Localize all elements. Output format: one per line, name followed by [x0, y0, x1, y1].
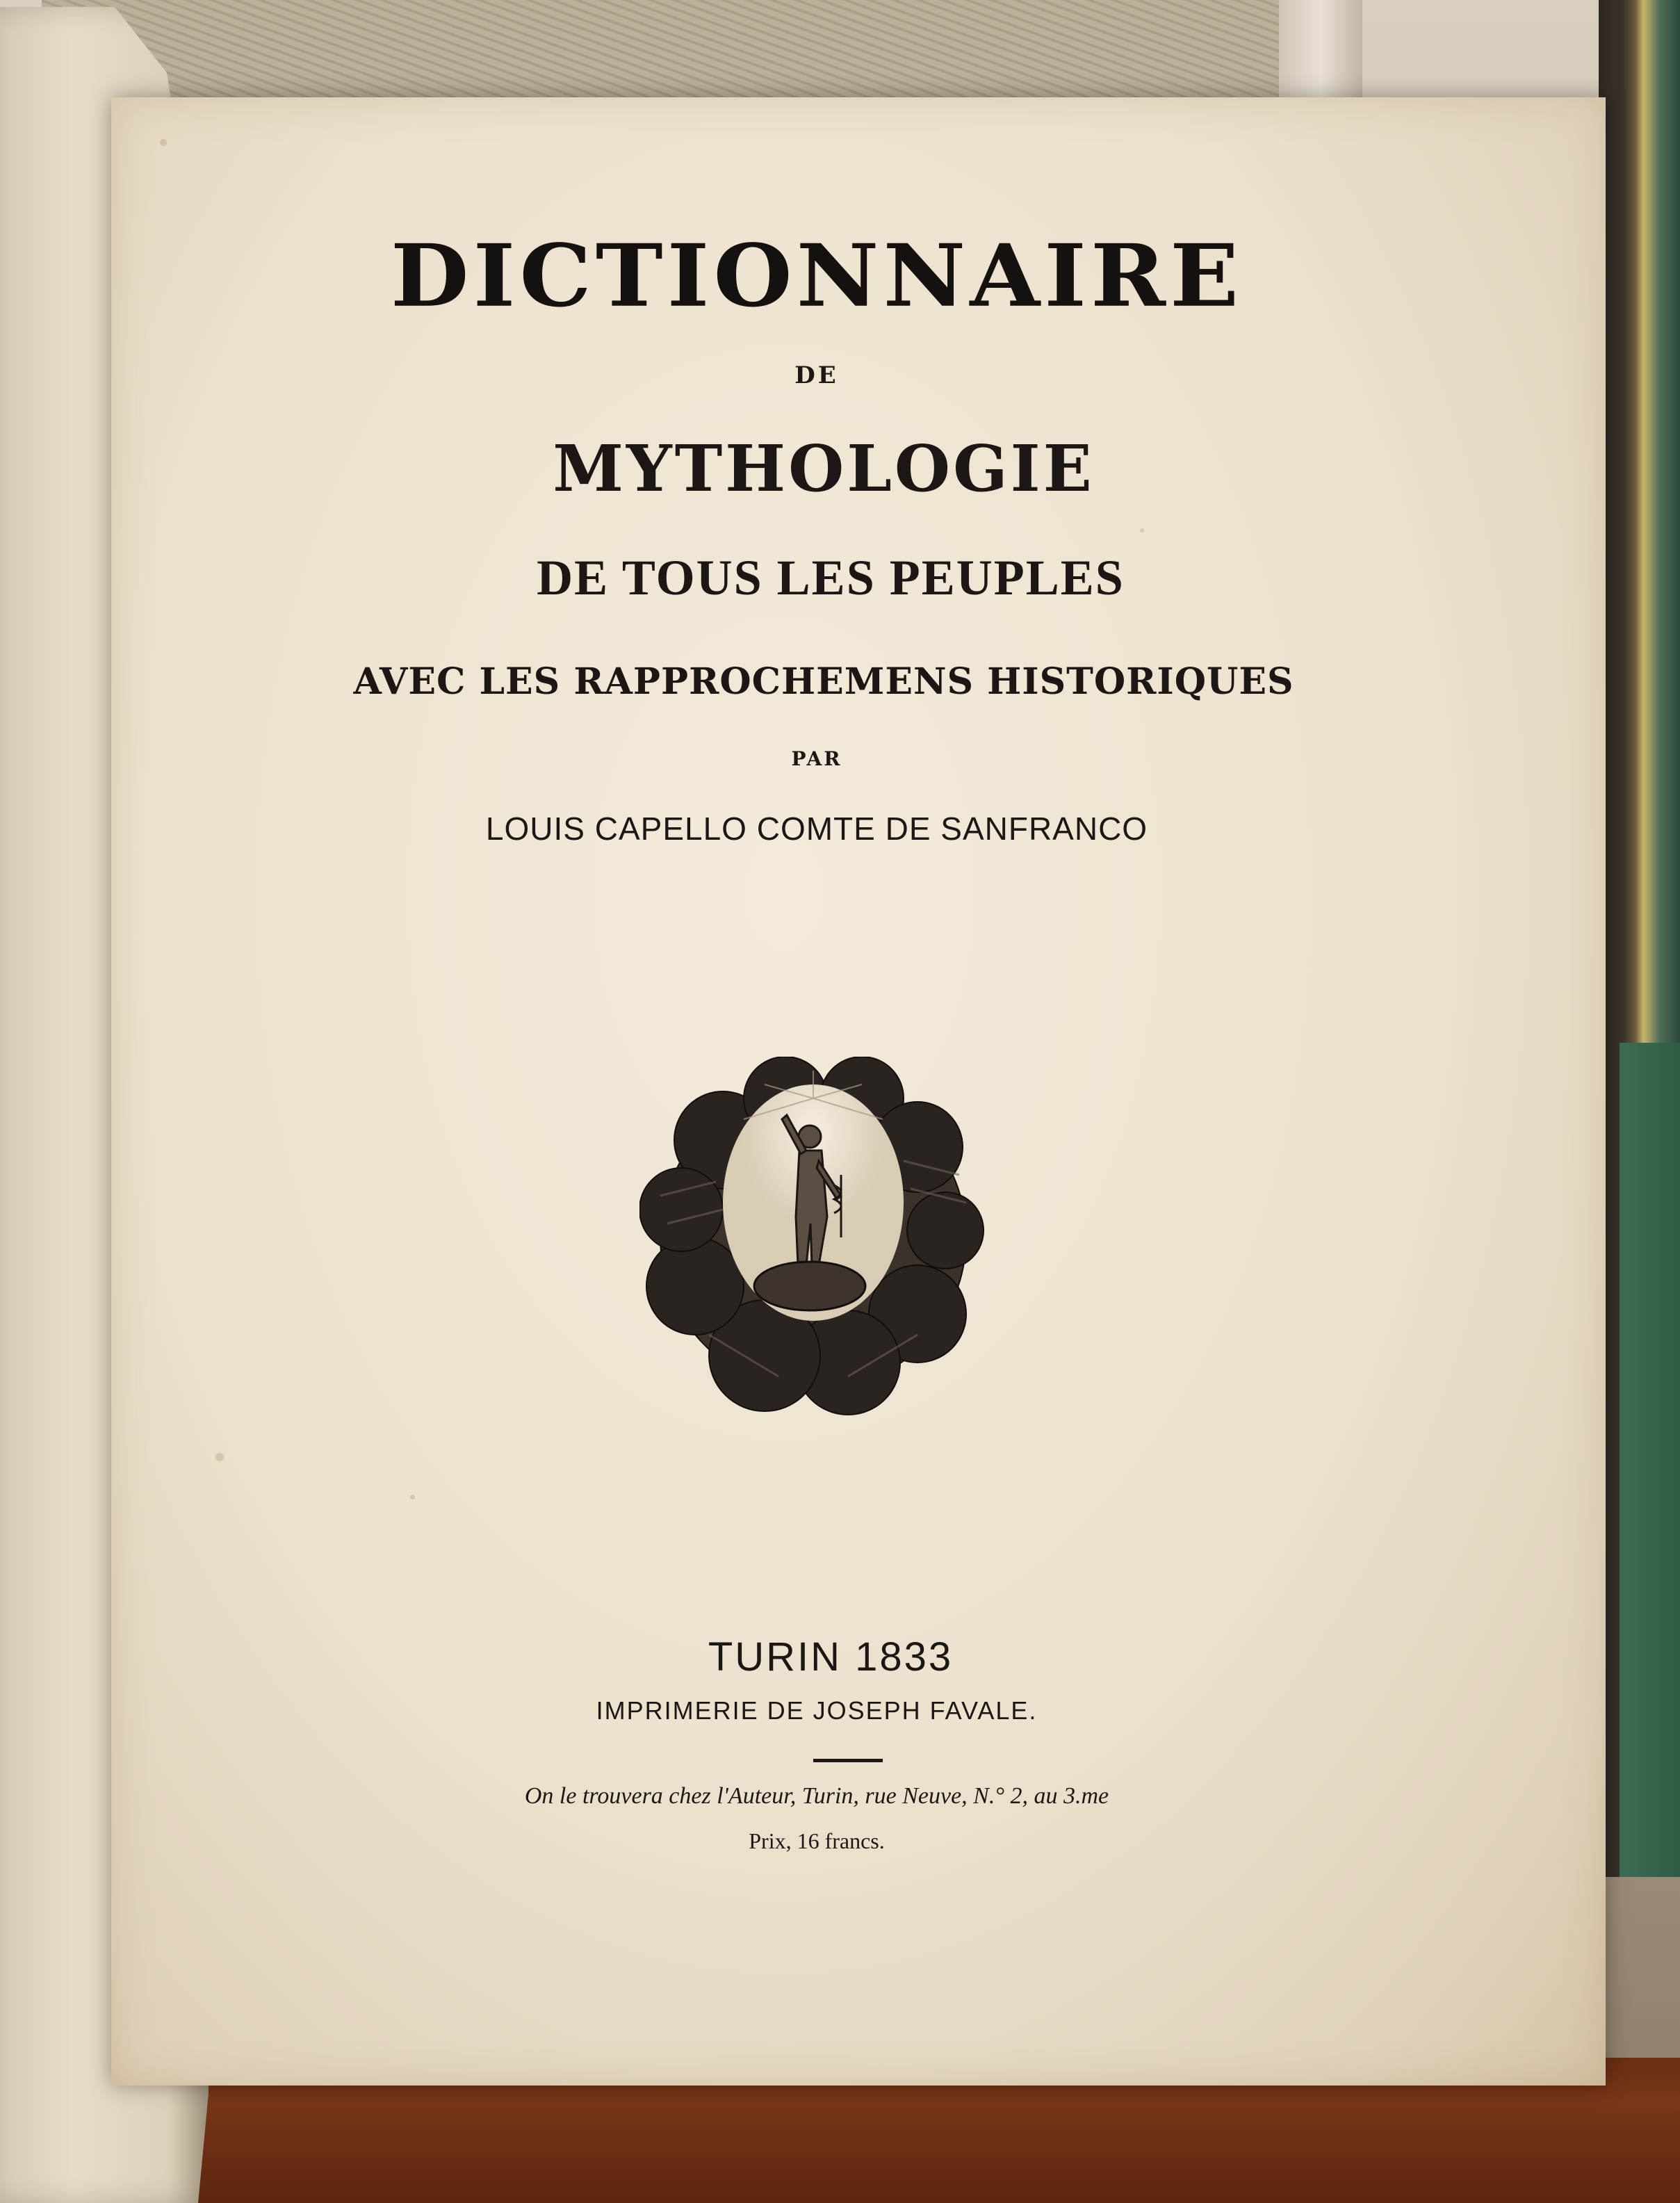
- foxing-spot: [1140, 528, 1144, 533]
- price-note: Prix, 16 francs.: [749, 1828, 885, 1853]
- book-subtitle-secondary: AVEC LES RAPPROCHEMENS HISTORIQUES: [353, 660, 1294, 703]
- book-subtitle: DE TOUS LES PEUPLES: [537, 550, 1125, 605]
- availability-note: On le trouvera chez l'Auteur, Turin, rue Neuve, N.° 2, au 3.me: [524, 1783, 1109, 1809]
- foxing-spot: [215, 1453, 224, 1461]
- author-name: LOUIS CAPELLO COMTE DE SANFRANCO: [485, 811, 1148, 847]
- background-green-panel: [1620, 1043, 1680, 1877]
- publication-place-year: TURIN 1833: [708, 1634, 954, 1680]
- byline-par: PAR: [791, 747, 842, 770]
- divider-rule: [813, 1759, 883, 1762]
- foxing-spot: [410, 1495, 415, 1499]
- title-connector: DE: [794, 361, 839, 389]
- mercury-woodcut-vignette: [639, 1057, 987, 1418]
- book-subject: MYTHOLOGIE: [553, 431, 1095, 506]
- printer-imprint: IMPRIMERIE DE JOSEPH FAVALE.: [596, 1696, 1038, 1725]
- foxing-spot: [160, 139, 167, 146]
- title-page: [111, 97, 1606, 2086]
- book-title: DICTIONNAIRE: [390, 225, 1243, 327]
